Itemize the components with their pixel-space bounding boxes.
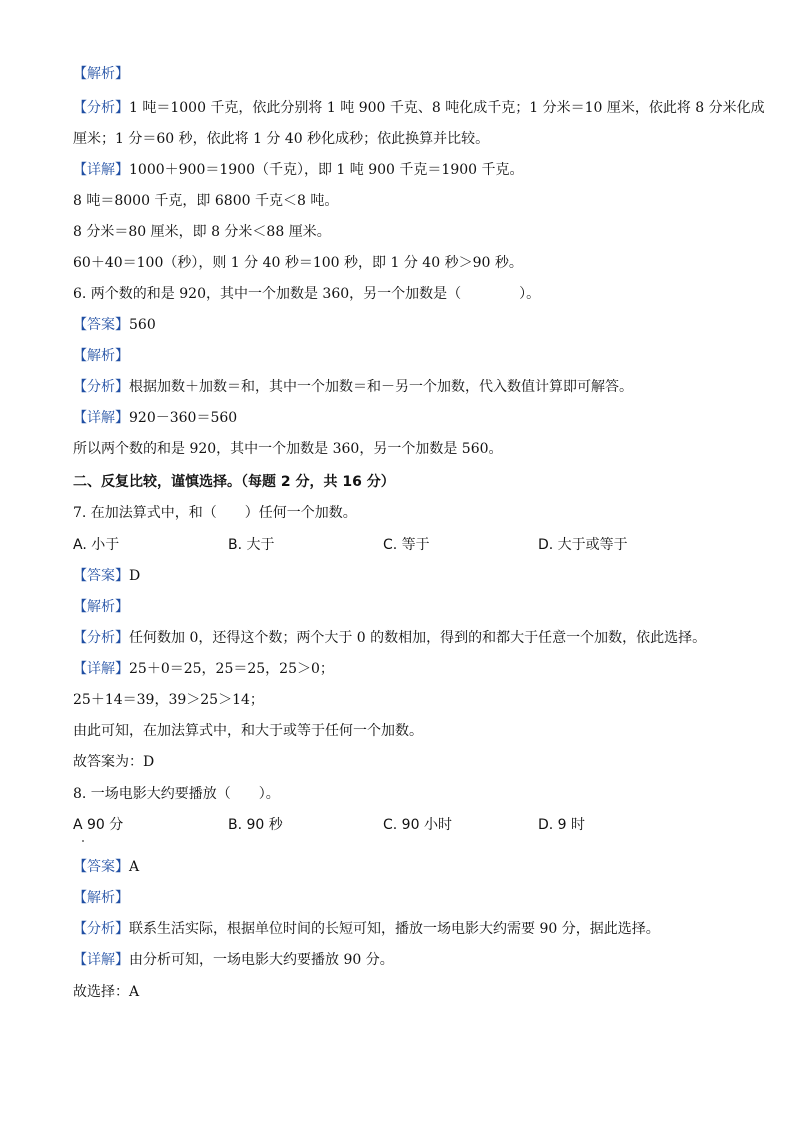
question-8-options [73,813,693,837]
option-d: D. 9 时 [538,817,586,833]
line-text: 25＋0＝25，25＝25，25＞0； [129,661,334,677]
analysis-title-7 [73,595,753,619]
analysis-title-8 [73,886,753,910]
question-8 [73,782,753,806]
option-b: B. 90 秒 [228,817,283,833]
question-text: 6. 两个数的和是 920，其中一个加数是 360，另一个加数是（ [73,286,462,302]
detail-line-4 [73,251,753,275]
answer-line-6 [73,313,753,337]
line-text: 任何数加 0，还得这个数；两个大于 0 的数相加，得到的和都大于任意一个加数，依此选择。 [129,630,707,646]
option-a: A 90 分 [73,817,124,833]
answer-text: D [129,568,141,584]
line-text: 故答案为：D [73,754,155,770]
detail-line-7-2 [73,688,753,712]
answer-line-7 [73,564,753,588]
section-tag: 【解析】 [73,890,129,906]
section-tag: 【分析】 [73,100,129,116]
section-tag: 【分析】 [73,379,129,395]
analysis-title-6 [73,344,753,368]
option-b: B. 大于 [228,537,275,553]
question-text: 7. 在加法算式中，和（ ）任何一个加数。 [73,505,357,521]
analysis-line-1 [73,96,765,120]
answer-tag: 【答案】 [73,859,129,875]
line-text: 1000＋900＝1900（千克），即 1 吨 900 千克＝1900 千克。 [129,162,524,178]
answer-tag: 【答案】 [73,317,129,333]
analysis-title-1 [73,62,753,86]
option-d: D. 大于或等于 [538,537,628,553]
section-tag: 【详解】 [73,952,129,968]
detail-line-8 [73,948,753,972]
answer-text: 560 [129,317,156,333]
section-tag: 【解析】 [73,599,129,615]
section-tag: 【详解】 [73,661,129,677]
small-dot-mark [82,840,84,842]
line-text: 8 吨＝8000 千克，即 6800 千克＜8 吨。 [73,193,339,209]
line-text: 8 分米＝80 厘米，即 8 分米＜88 厘米。 [73,224,331,240]
line-text: 920－360＝560 [129,410,238,426]
section-tag: 【解析】 [73,348,129,364]
question-7-options [73,533,693,557]
conclusion-line-6 [73,437,753,461]
detail-line-7-1 [73,657,753,681]
detail-line-3 [73,220,753,244]
answer-tag: 【答案】 [73,568,129,584]
line-text: 厘米；1 分＝60 秒，依此将 1 分 40 秒化成秒；依此换算并比较。 [73,131,490,147]
analysis-line-7 [73,626,753,650]
detail-line-1 [73,158,753,182]
section-tag: 【详解】 [73,410,129,426]
line-text: 25＋14＝39，39＞25＞14； [73,692,264,708]
question-suffix: ）。 [519,286,541,302]
option-c: C. 等于 [383,537,430,553]
line-text: 1 吨＝1000 千克，依此分别将 1 吨 900 千克、8 吨化成千克；1 分米＝10 厘米，依此将 8 分米化成 [129,100,765,116]
question-text: 8. 一场电影大约要播放（ ）。 [73,786,280,802]
detail-line-6 [73,406,753,430]
line-text: 由分析可知，一场电影大约要播放 90 分。 [129,952,394,968]
section-tag: 【分析】 [73,630,129,646]
analysis-line-2 [73,127,753,151]
section-tag: 【分析】 [73,921,129,937]
detail-line-2 [73,189,753,213]
section-tag: 【解析】 [73,66,129,82]
line-text: 联系生活实际，根据单位时间的长短可知，播放一场电影大约需要 90 分，据此选择。 [129,921,660,937]
option-c: C. 90 小时 [383,817,452,833]
line-text: 由此可知，在加法算式中，和大于或等于任何一个加数。 [73,723,423,739]
analysis-line-8 [73,917,753,941]
line-text: 故选择：A [73,984,140,1000]
detail-line-7-3 [73,719,753,743]
section-heading [73,470,753,494]
conclusion-line-8 [73,980,753,1004]
question-6 [73,282,753,306]
line-text: 60＋40＝100（秒），则 1 分 40 秒＝100 秒，即 1 分 40 秒＞90 秒。 [73,255,523,271]
answer-line-8 [73,855,753,879]
section-tag: 【详解】 [73,162,129,178]
answer-text: A [129,859,140,875]
analysis-line-6 [73,375,753,399]
option-a: A. 小于 [73,537,120,553]
question-7 [73,501,753,525]
section-heading-text: 二、反复比较，谨慎选择。（每题 2 分，共 16 分） [73,474,395,490]
detail-line-7-4 [73,750,753,774]
line-text: 根据加数＋加数＝和，其中一个加数＝和－另一个加数，代入数值计算即可解答。 [129,379,633,395]
line-text: 所以两个数的和是 920，其中一个加数是 360，另一个加数是 560。 [73,441,503,457]
